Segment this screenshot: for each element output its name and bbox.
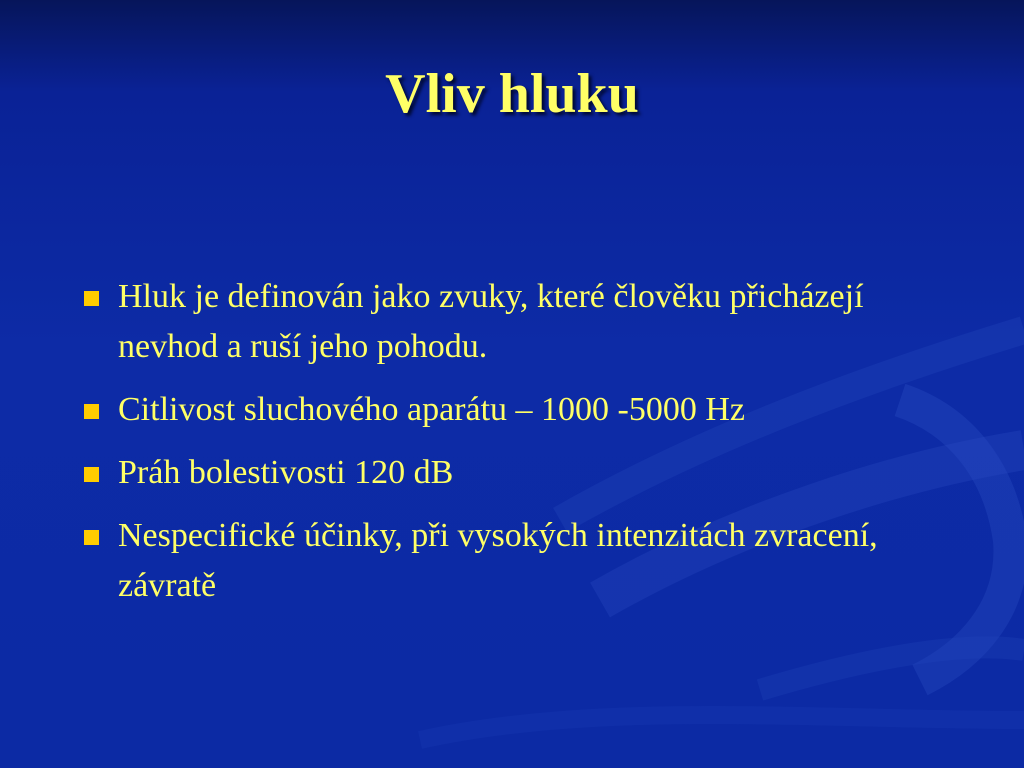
list-item-text: Práh bolestivosti 120 dB — [118, 454, 454, 491]
square-bullet-icon — [84, 530, 99, 545]
list-item-text: Hluk je definován jako zvuky, které člověku přicházejí nevhod a ruší jeho pohodu. — [118, 278, 864, 365]
list-item-text: Nespecifické účinky, při vysokých intenzitách zvracení, závratě — [118, 517, 878, 604]
list-item — [82, 511, 962, 611]
list-item — [82, 385, 962, 435]
list-item — [82, 272, 962, 372]
list-item — [82, 448, 962, 498]
slide-title: Vliv hluku — [385, 63, 639, 125]
square-bullet-icon — [84, 404, 99, 419]
list-item-text: Citlivost sluchového aparátu – 1000 -5000 Hz — [118, 391, 746, 428]
square-bullet-icon — [84, 467, 99, 482]
bullet-list — [82, 272, 962, 624]
square-bullet-icon — [84, 291, 99, 306]
